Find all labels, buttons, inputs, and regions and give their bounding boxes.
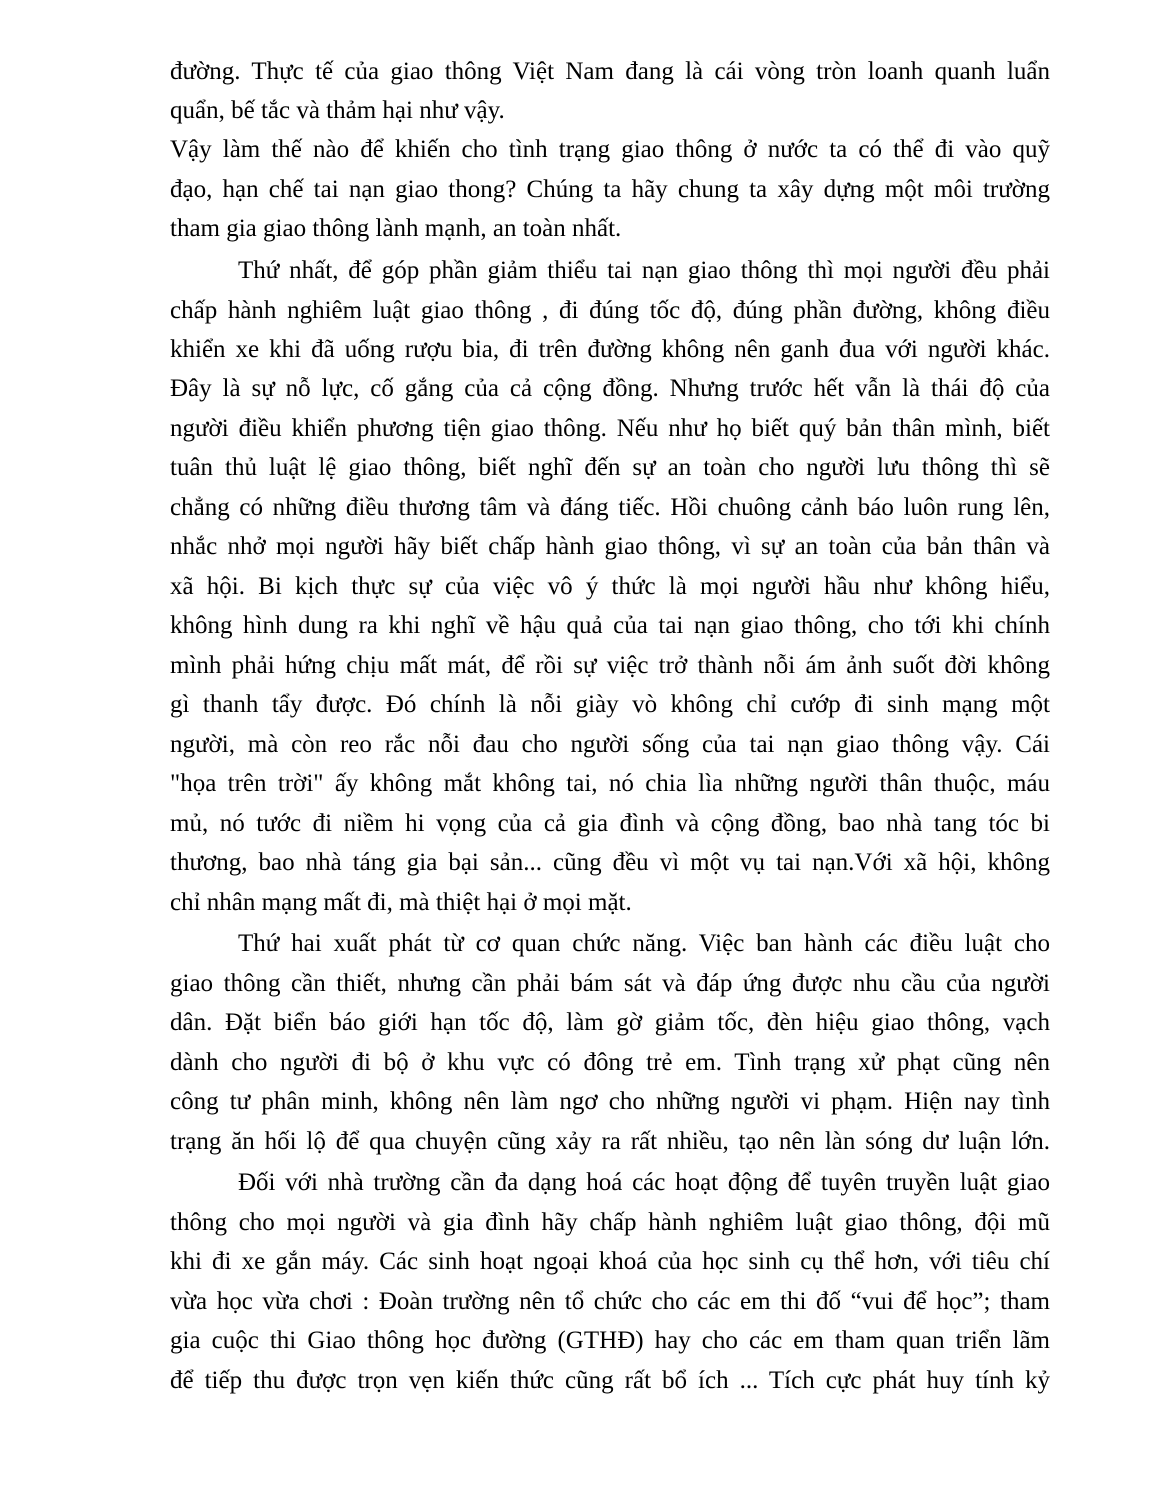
text-line: mủ, nó tước đi niềm hi vọng của cả gia đình và cộng đồng, bao nhà tang tóc bi: [170, 810, 1050, 837]
text-line: Vậy làm thế nào để khiến cho tình trạng giao thông ở nước ta có thể đi vào quỹ: [170, 136, 1050, 163]
text-line: chấp hành nghiêm luật giao thông , đi đúng tốc độ, đúng phần đường, không điều: [170, 297, 1050, 324]
text-line: gia cuộc thi Giao thông học đường (GTHĐ) hay cho các em tham quan triển lãm: [170, 1327, 1050, 1354]
text-line: xã hội. Bi kịch thực sự của việc vô ý thức là mọi người hầu như không hiểu,: [170, 573, 1050, 600]
text-line: mình phải hứng chịu mất mát, để rồi sự việc trở thành nỗi ám ảnh suốt đời không: [170, 652, 1050, 679]
text-line: tuân thủ luật lệ giao thông, biết nghĩ đến sự an toàn cho người lưu thông thì sẽ: [170, 454, 1050, 481]
text-line: "họa trên trời" ấy không mắt không tai, nó chia lìa những người thân thuộc, máu: [170, 770, 1050, 797]
text-line: dành cho người đi bộ ở khu vực có đông trẻ em. Tình trạng xử phạt cũng nên: [170, 1049, 1050, 1076]
text-line: người điều khiển phương tiện giao thông. Nếu như họ biết quý bản thân mình, biết: [170, 415, 1050, 442]
text-line: tham gia giao thông lành mạnh, an toàn nhất.: [170, 215, 622, 242]
text-line: giao thông cần thiết, nhưng cần phải bám sát và đáp ứng được nhu cầu của người: [170, 970, 1050, 997]
text-line: Đây là sự nỗ lực, cố gắng của cả cộng đồng. Nhưng trước hết vẫn là thái độ của: [170, 375, 1050, 402]
text-line: khi đi xe gắn máy. Các sinh hoạt ngoại khoá của học sinh cụ thể hơn, với tiêu chí: [170, 1248, 1050, 1275]
text-line: khiển xe khi đã uống rượu bia, đi trên đường không nên ganh đua với người khác.: [170, 336, 1050, 363]
text-line: chẳng có những điều thương tâm và đáng tiếc. Hồi chuông cảnh báo luôn rung lên,: [170, 494, 1050, 521]
paragraph-first-line: Thứ nhất, để góp phần giảm thiểu tai nạn giao thông thì mọi người đều phải: [238, 257, 1050, 284]
text-line: chỉ nhân mạng mất đi, mà thiệt hại ở mọi mặt.: [170, 889, 632, 916]
text-line: thương, bao nhà táng gia bại sản... cũng đều vì một vụ tai nạn.Với xã hội, không: [170, 849, 1050, 876]
text-line: nhắc nhở mọi người hãy biết chấp hành giao thông, vì sự an toàn của bản thân và: [170, 533, 1050, 560]
text-line: quẩn, bế tắc và thảm hại như vậy.: [170, 97, 505, 124]
text-line: dân. Đặt biển báo giới hạn tốc độ, làm gờ giảm tốc, đèn hiệu giao thông, vạch: [170, 1009, 1050, 1036]
text-line: để tiếp thu được trọn vẹn kiến thức cũng rất bổ ích ... Tích cực phát huy tính kỷ: [170, 1367, 1050, 1394]
text-line: thông cho mọi người và gia đình hãy chấp hành nghiêm luật giao thông, đội mũ: [170, 1209, 1050, 1236]
text-line: đạo, hạn chế tai nạn giao thong? Chúng ta hãy chung ta xây dựng một môi trường: [170, 176, 1050, 203]
text-line: trạng ăn hối lộ để qua chuyện cũng xảy ra rất nhiều, tạo nên làn sóng dư luận lớn.: [170, 1128, 1050, 1155]
text-line: người, mà còn reo rắc nỗi đau cho người sống của tai nạn giao thông vậy. Cái: [170, 731, 1050, 758]
text-line: đường. Thực tế của giao thông Việt Nam đang là cái vòng tròn loanh quanh luẩn: [170, 58, 1050, 85]
text-line: gì thanh tẩy được. Đó chính là nỗi giày vò không chỉ cướp đi sinh mạng một: [170, 691, 1050, 718]
paragraph-first-line: Thứ hai xuất phát từ cơ quan chức năng. Việc ban hành các điều luật cho: [238, 930, 1050, 957]
text-line: vừa học vừa chơi : Đoàn trường nên tổ chức cho các em thi đố “vui để học”; tham: [170, 1288, 1050, 1315]
paragraph-first-line: Đối với nhà trường cần đa dạng hoá các hoạt động để tuyên truyền luật giao: [238, 1169, 1050, 1196]
text-line: không hình dung ra khi nghĩ về hậu quả của tai nạn giao thông, cho tới khi chính: [170, 612, 1050, 639]
text-line: công tư phân minh, không nên làm ngơ cho những người vi phạm. Hiện nay tình: [170, 1088, 1050, 1115]
